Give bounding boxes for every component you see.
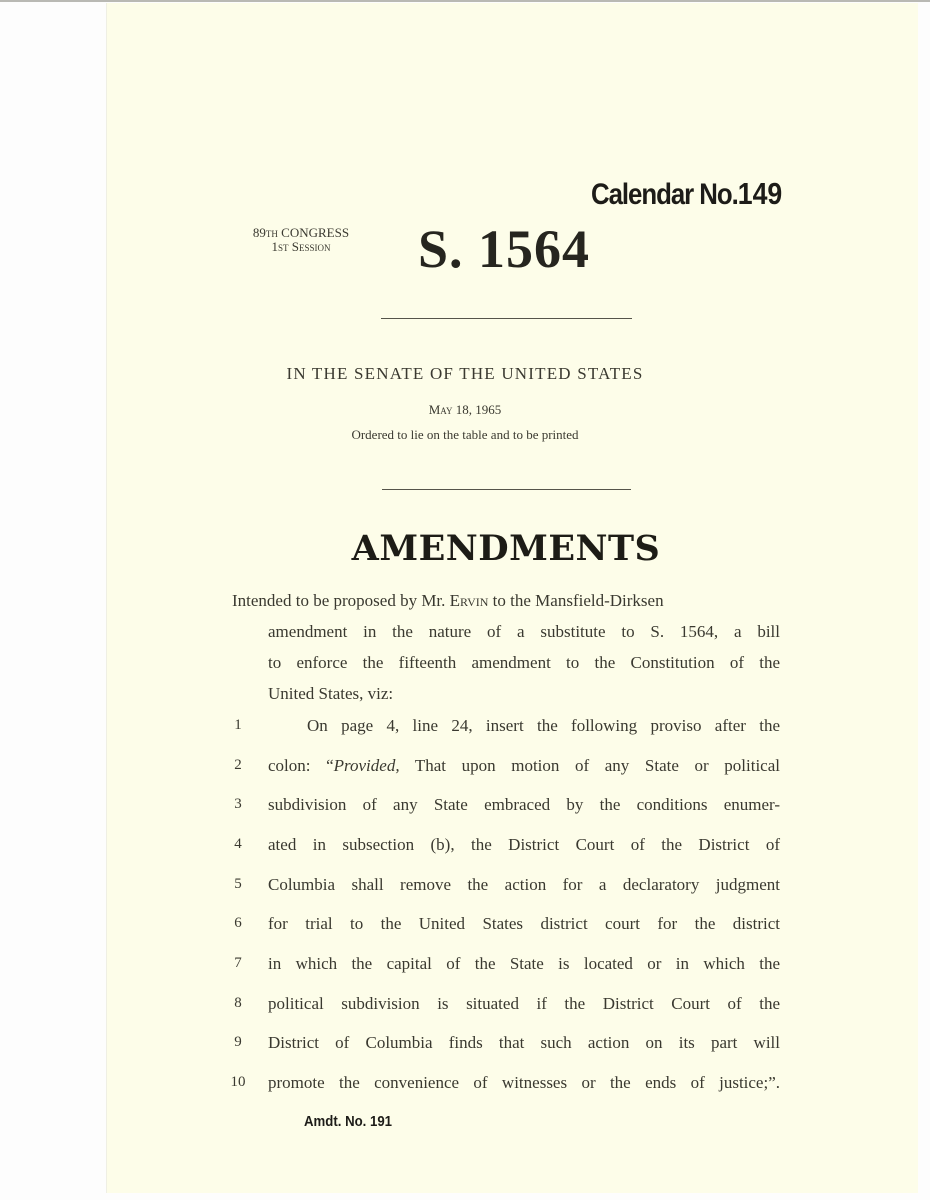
line-text: District of Columbia finds that such action on its part will: [268, 1033, 780, 1052]
line-text-rest: That upon motion of any State or political: [399, 756, 780, 775]
senator-name: Ervin: [449, 591, 489, 610]
line-number: 8: [234, 995, 242, 1011]
document-title: AMENDMENTS: [351, 528, 661, 569]
divider-rule: [381, 318, 632, 319]
bill-number: S. 1564: [418, 219, 591, 279]
intro-prefix: Intended to be proposed by Mr.: [232, 591, 450, 610]
session-label: 1st Session: [271, 239, 331, 254]
scan-top-edge: [0, 0, 930, 2]
congress-number: 89th: [252, 225, 278, 240]
intro-line: amendment in the nature of a substitute to S. 1564, a bill: [268, 622, 780, 641]
numbered-line: [225, 835, 780, 859]
numbered-line: [225, 875, 780, 899]
numbered-line: [225, 1033, 780, 1057]
calendar-number: [591, 176, 782, 212]
line-text: [268, 756, 780, 776]
numbered-line: [225, 954, 780, 978]
line-text: promote the convenience of witnesses or the ends of justice;”.: [268, 1073, 780, 1092]
line-text: for trial to the United States district court for the district: [268, 914, 780, 933]
line-number: 2: [234, 757, 242, 773]
intro-line: United States, viz:: [268, 684, 394, 703]
numbered-line: [225, 795, 780, 819]
numbered-line: [225, 716, 780, 740]
line-number: 6: [234, 915, 242, 931]
line-text: political subdivision is situated if the District Court of the: [268, 994, 780, 1013]
numbered-line: [225, 994, 780, 1018]
italic-term: Provided,: [333, 756, 400, 775]
line-number: 7: [234, 955, 242, 971]
line-text: On page 4, line 24, insert the following proviso after the: [307, 716, 780, 735]
line-text: Columbia shall remove the action for a declaratory judgment: [268, 875, 780, 894]
date: May 18, 1965: [428, 402, 502, 417]
divider-rule: [382, 489, 631, 490]
line-number: 10: [230, 1074, 246, 1090]
intro-rest: to the Mansfield-Dirksen: [488, 591, 664, 610]
amendment-number: Amdt. No. 191: [304, 1113, 393, 1130]
line-text-pre: colon: “: [268, 756, 334, 775]
calendar-value: 149: [737, 176, 783, 211]
line-number: 3: [234, 796, 242, 812]
line-number: 4: [234, 836, 242, 852]
chamber-heading: IN THE SENATE OF THE UNITED STATES: [286, 364, 644, 383]
line-number: 1: [234, 717, 242, 733]
numbered-line: [225, 1073, 780, 1097]
intro-paragraph: [232, 585, 780, 709]
congress-label: CONGRESS: [281, 225, 350, 240]
congress-session: [232, 226, 370, 254]
intro-line: to enforce the fifteenth amendment to the Constitution of the: [268, 653, 780, 672]
calendar-label: Calendar No.: [591, 178, 738, 211]
order-text: Ordered to lie on the table and to be printed: [351, 427, 579, 442]
line-number: 9: [234, 1034, 242, 1050]
line-number: 5: [234, 876, 242, 892]
line-text: subdivision of any State embraced by the conditions enumer-: [268, 795, 780, 814]
numbered-line: [225, 756, 780, 780]
line-text: ated in subsection (b), the District Court of the District of: [268, 835, 780, 854]
line-text: in which the capital of the State is located or in which the: [268, 954, 780, 973]
numbered-line: [225, 914, 780, 938]
